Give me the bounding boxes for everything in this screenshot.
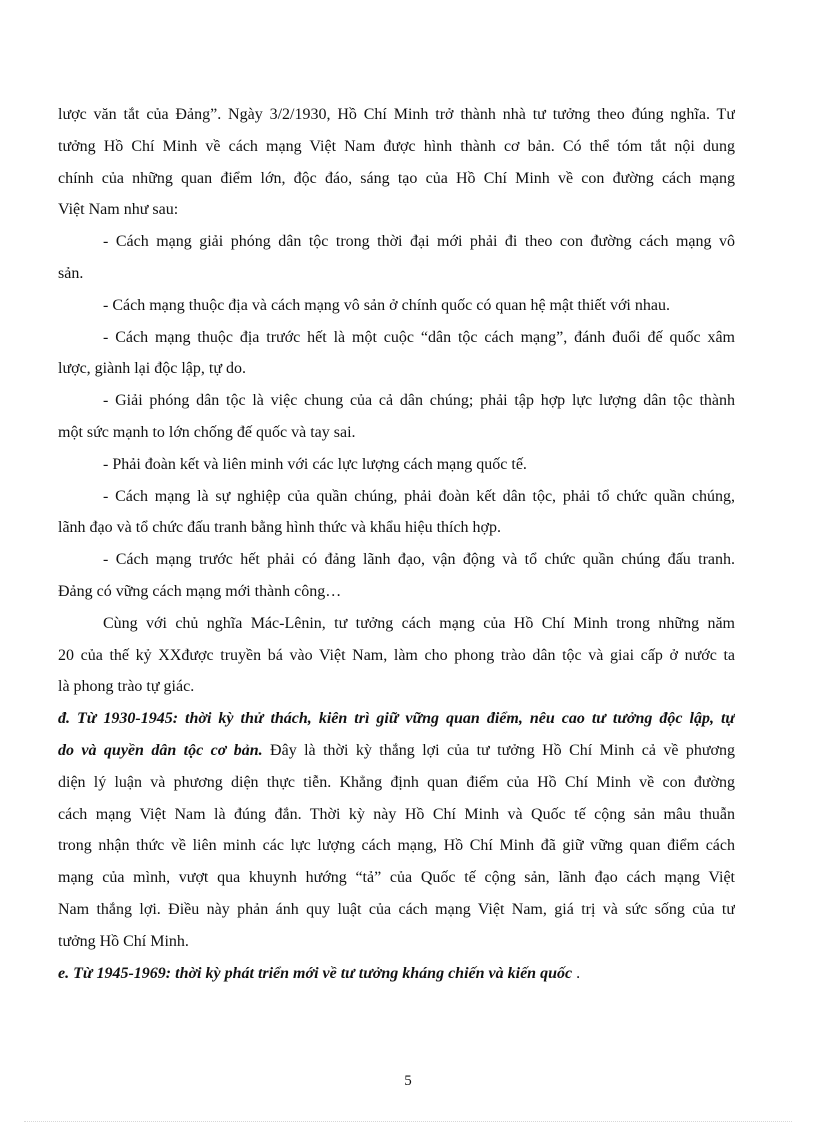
text-line: cách mạng Việt Nam là đúng đắn. Thời kỳ này Hồ Chí Minh và Quốc tế cộng sản mâu thuẫn [58,805,735,823]
page-bottom-divider [24,1121,792,1122]
section-d [58,703,735,957]
paragraph [58,99,735,226]
bullet-item [58,290,735,322]
text-line: - Cách mạng trước hết phải có đảng lãnh đạo, vận động và tổ chức quần chúng đấu tranh. [103,551,735,569]
text-line: là phong trào tự giác. [58,678,195,696]
text-line: - Cách mạng là sự nghiệp của quần chúng, phải đoàn kết dân tộc, phải tổ chức quần chúng, [103,487,735,505]
text-line: một sức mạnh to lớn chống đế quốc và tay sai. [58,423,356,441]
bullet-item [58,449,735,481]
text-line: - Cách mạng thuộc địa trước hết là một cuộc “dân tộc cách mạng”, đánh đuổi đế quốc xâm [103,328,735,346]
text-line: Nam thắng lợi. Điều này phản ánh quy luật của cách mạng Việt Nam, giá trị và sức sống của tư [58,900,735,918]
section-e [58,958,735,990]
paragraph [58,608,735,703]
text-line: - Phải đoàn kết và liên minh với các lực lượng cách mạng quốc tế. [103,455,527,473]
text-line [58,958,735,990]
bullet-item [58,544,735,608]
text-span: Đây là thời kỳ thắng lợi của tư tưởng Hồ Chí Minh cả về phương [262,741,735,759]
bullet-item [58,481,735,545]
text-line: Việt Nam như sau: [58,201,179,219]
text-line [58,735,735,767]
text-line: diện lý luận và phương diện thực tiễn. Khẳng định quan điểm của Hồ Chí Minh về con đường [58,773,735,791]
text-line: - Cách mạng thuộc địa và cách mạng vô sản ở chính quốc có quan hệ mật thiết với nhau. [103,296,670,314]
text-line: lãnh đạo và tổ chức đấu tranh bằng hình thức và khẩu hiệu thích hợp. [58,519,502,537]
section-heading-continued: do và quyền dân tộc cơ bản. [58,741,263,759]
text-line: - Giải phóng dân tộc là việc chung của cả dân chúng; phải tập hợp lực lượng dân tộc thành [103,392,735,410]
text-line: Cùng với chủ nghĩa Mác-Lênin, tư tưởng cách mạng của Hồ Chí Minh trong những năm [103,614,735,632]
text-line: Đảng có vững cách mạng mới thành công… [58,582,342,600]
text-span: . [572,964,581,982]
page-number: 5 [404,1073,412,1089]
document-page [58,99,735,989]
text-line: mạng của mình, vượt qua khuynh hướng “tả” của Quốc tế cộng sản, lãnh đạo cách mạng Việt [58,869,735,887]
section-heading: đ. Từ 1930-1945: thời kỳ thử thách, kiên trì giữ vững quan điểm, nêu cao tư tưởng độc lập, tự [58,710,735,728]
text-line: - Cách mạng giải phóng dân tộc trong thời đại mới phải đi theo con đường cách mạng vô [103,233,735,251]
text-line: lược, giành lại độc lập, tự do. [58,360,246,378]
section-heading: e. Từ 1945-1969: thời kỳ phát triển mới về tư tưởng kháng chiến và kiến quốc [58,964,573,982]
bullet-item [58,226,735,290]
text-line: trong nhận thức về liên minh các lực lượng cách mạng, Hồ Chí Minh đã giữ vững quan điểm cách [58,837,735,855]
text-line: lược văn tắt của Đảng”. Ngày 3/2/1930, Hồ Chí Minh trở thành nhà tư tưởng theo đúng nghĩa. Tư [58,106,735,123]
text-line: tưởng Hồ Chí Minh về cách mạng Việt Nam được hình thành cơ bản. Có thể tóm tắt nội dung [58,137,735,155]
text-line: 20 của thế kỷ XXđược truyền bá vào Việt Nam, làm cho phong trào dân tộc và giai cấp ở nước ta [58,646,735,664]
text-line: sản. [58,264,84,282]
text-line: chính của những quan điểm lớn, độc đáo, sáng tạo của Hồ Chí Minh về con đường cách mạng [58,169,735,187]
text-line: tưởng Hồ Chí Minh. [58,932,189,950]
bullet-item [58,322,735,386]
bullet-item [58,385,735,449]
